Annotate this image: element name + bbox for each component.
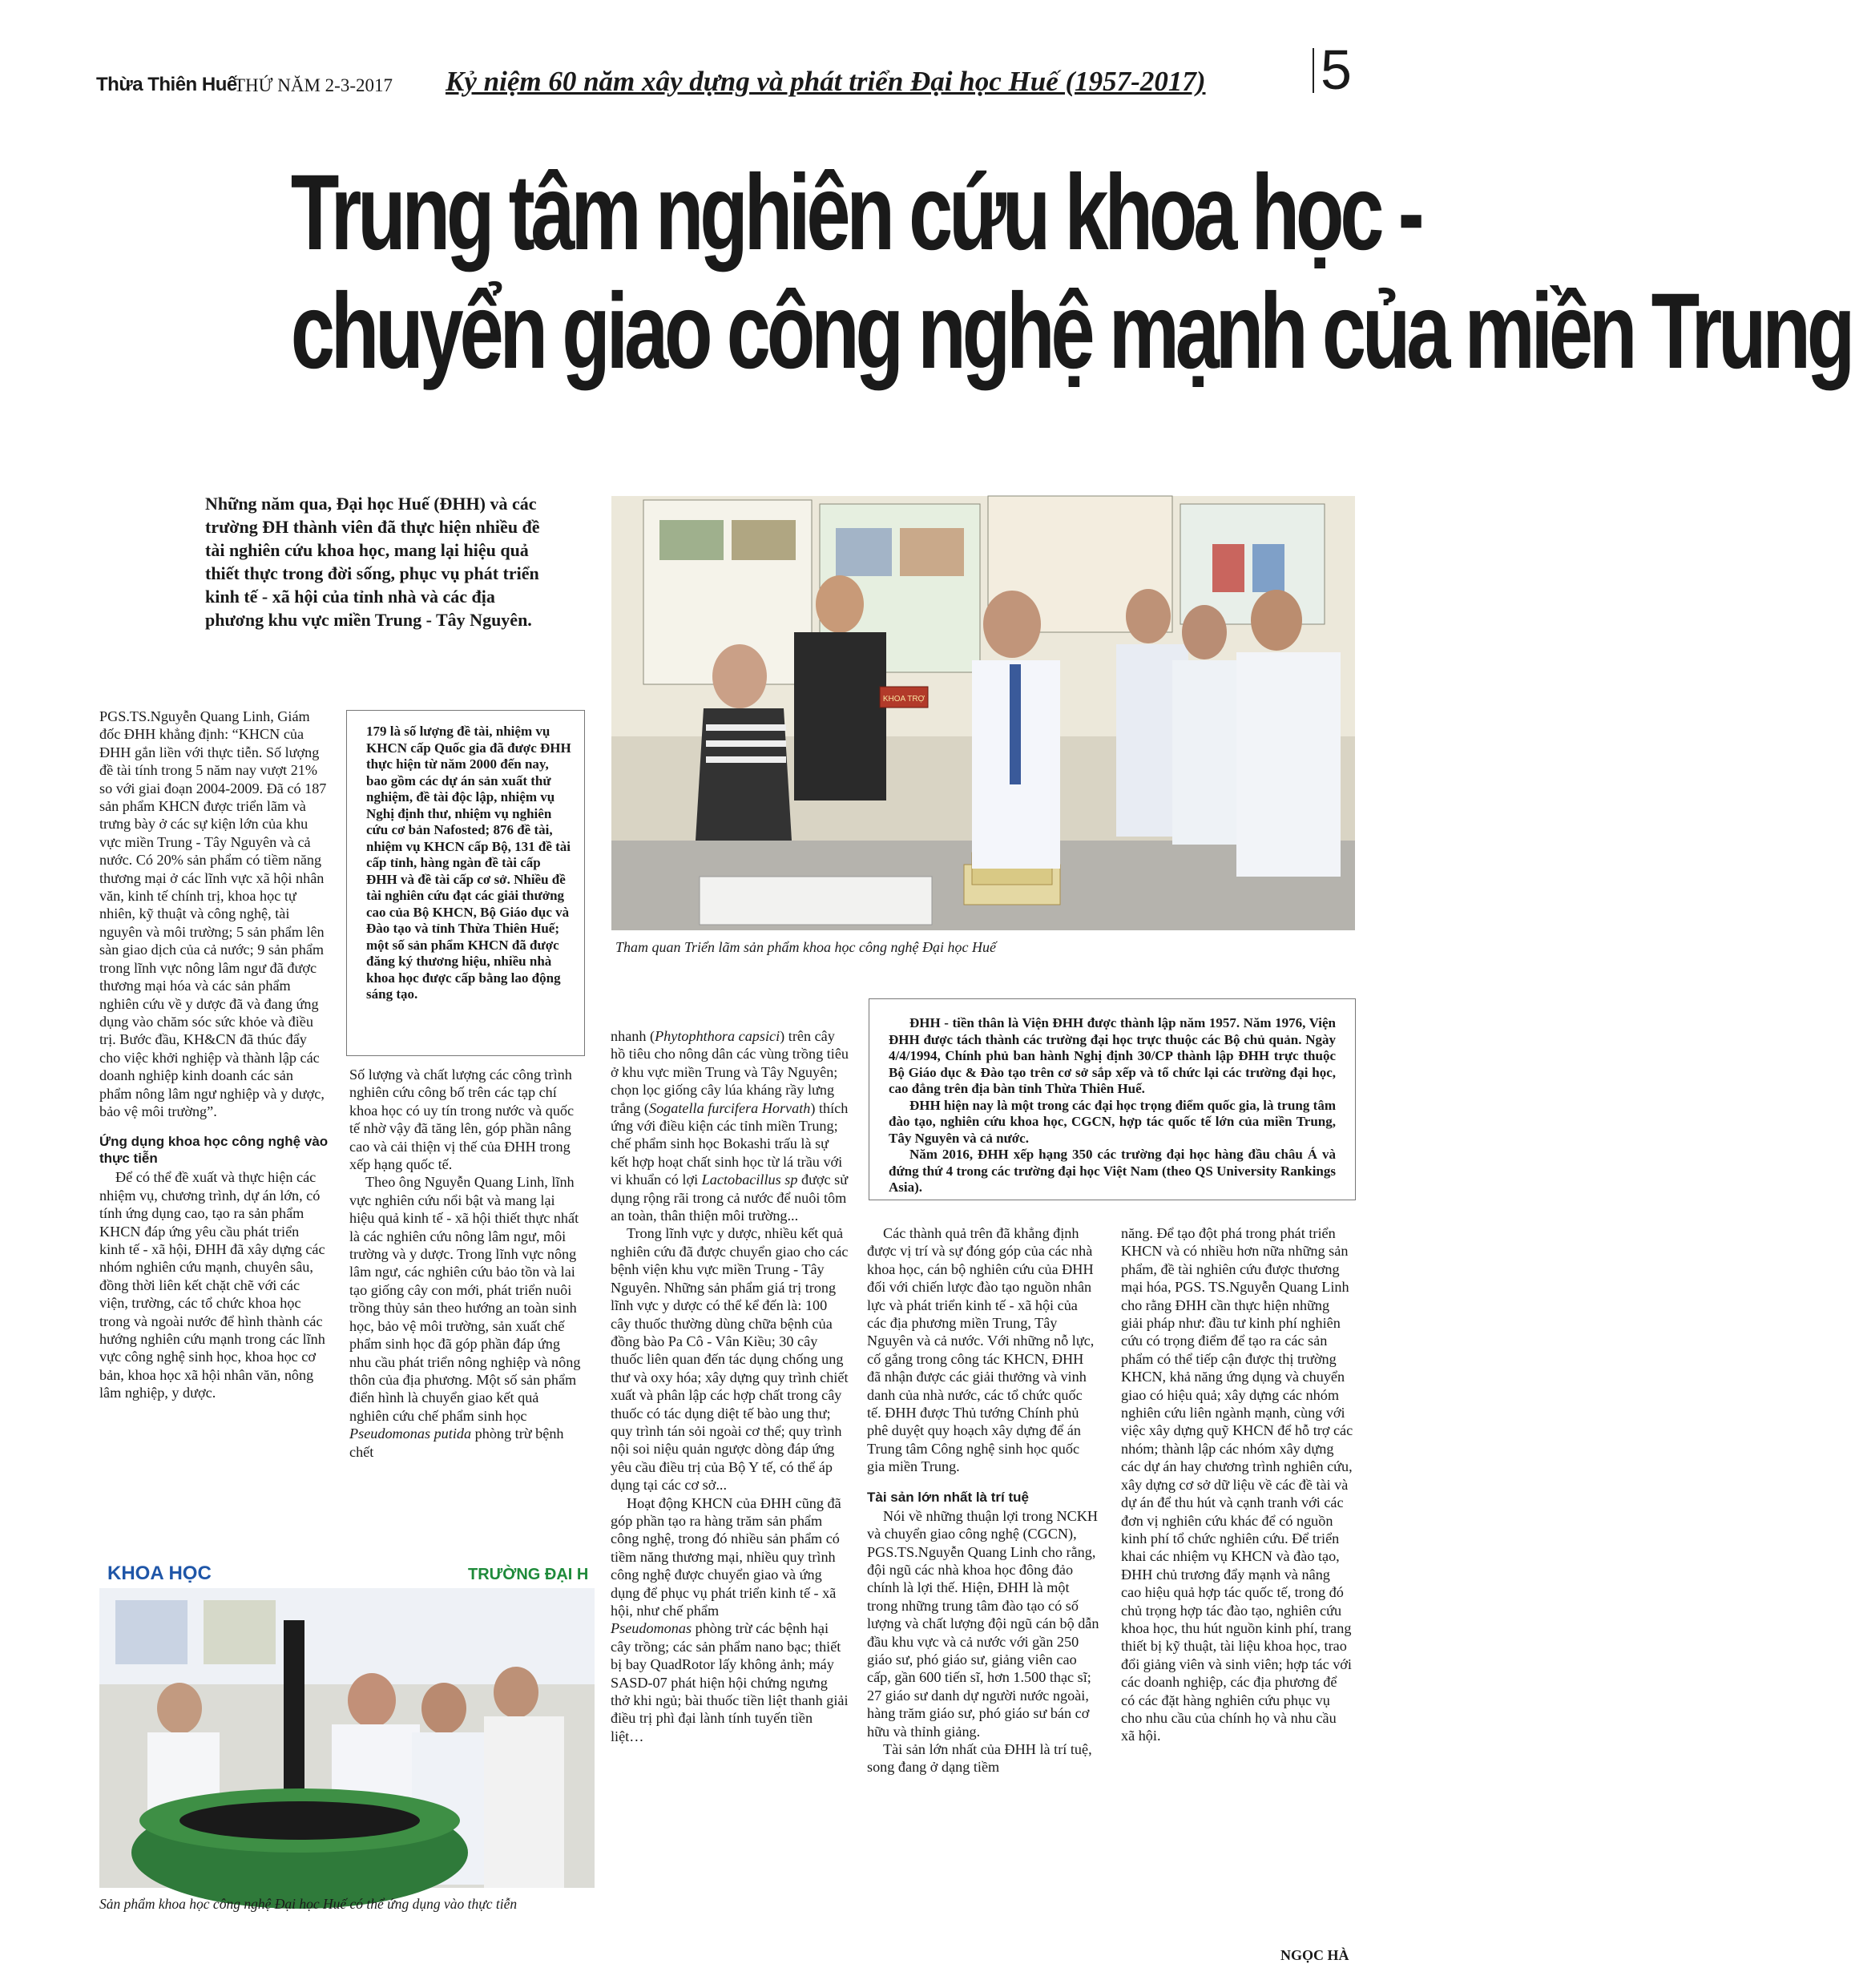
column-2: [349, 1066, 582, 1461]
headline-line-1: Trung tâm nghiên cứu khoa học -: [290, 153, 1421, 272]
col3-p3-a: Hoạt động KHCN của ĐHH cũng đã góp phần tạo ra hàng trăm sản phẩm công nghệ, trong đó nhiều sản phẩm có tiềm năng thương mại, nhiều quy trình công nghệ được chuyển giao và ứng dụng để phục vụ phát triển kinh tế - xã hội, như chế phẩm: [611, 1494, 841, 1619]
col4-paragraph-3: Tài sản lớn nhất của ĐHH là trí tuệ, song đang ở dạng tiềm: [867, 1740, 1092, 1776]
history-box-paragraph-1: ĐHH - tiền thân là Viện ĐHH được thành lập năm 1957. Năm 1976, Viện ĐHH được tách thành các trường đại học trực thuộc các Bộ chủ quản. Ngày 4/4/1994, Chính phủ ban hành Nghị định 30/CP thành lập ĐHH trực thuộc Bộ Giáo dục & Đào tạo trên cơ sở sắp xếp và tổ chức lại các trường đại học, cao đẳng trên địa bàn tỉnh Thừa Thiên Huế.: [889, 1015, 1336, 1096]
col4-paragraph-1: Các thành quả trên đã khẳng định được vị trí và sự đóng góp của các nhà khoa học, cán bộ nghiên cứu của ĐHH đối với chiến lược đào tạo nguồn nhân lực và phát triển kinh tế - xã hội của các địa phương miền Trung, Tây Nguyên và cả nước. Với những nỗ lực, cố gắng trong công tác KHCN, ĐHH đã nhận được các giải thưởng và vinh danh của nhà nước, các tổ chức quốc tế. ĐHH được Thủ tướng Chính phủ phê duyệt quy hoạch xây dựng để án Trung tâm Công nghệ sinh học quốc gia miền Trung.: [867, 1225, 1095, 1475]
column-1: [99, 708, 329, 1402]
col2-paragraph-2: [349, 1173, 582, 1461]
headline-line-2: chuyển giao công nghệ mạnh của miền Trung: [290, 272, 1851, 391]
col4-paragraph-2: Nói về những thuận lợi trong NCKH và chuyển giao công nghệ (CGCN), PGS.TS.Nguyễn Quang Linh cho rằng, đội ngũ các nhà khoa học đông đảo chính là lợi thế. Hiện, ĐHH là một trong những trung tâm đào tạo có số lượng và chất lượng đội ngũ cán bộ dẫn đầu khu vực và cả nước với gần 250 giáo sư, phó giáo sư, giảng viên cao cấp, gần 600 tiến sĩ, hơn 1.500 thạc sĩ; 27 giáo sư danh dự người nước ngoài, hàng trăm giáo sư, phó giáo sư bán cơ hữu và thỉnh giảng.: [867, 1507, 1099, 1740]
package-label: KHOA TRỢ: [882, 695, 926, 704]
banner-truong-dai-hoc: TRƯỜNG ĐẠI H: [468, 1566, 589, 1583]
banner-khoa-hoc: KHOA HỌC: [107, 1563, 212, 1584]
col3-p3-species: Pseudomonas: [611, 1620, 692, 1637]
newspaper-name: Thừa Thiên Huế: [96, 74, 237, 95]
stat-box-text: 179 là số lượng đề tài, nhiệm vụ KHCN cấp Quốc gia đã được ĐHH thực hiện từ năm 2000 đến nay, bao gồm các dự án sản xuất thử nghiệm, đề tài độc lập, nhiệm vụ Nghị định thư, nhiệm vụ nghiên cứu cơ bản Nafosted; 876 đề tài, nhiệm vụ KHCN cấp Bộ, 131 đề tài cấp tỉnh, hàng ngàn đề tài cấp ĐHH và đề tài cấp cơ sở. Nhiều đề tài nghiên cứu đạt các giải thưởng cao của Bộ KHCN, Bộ Giáo dục và Đào tạo và tỉnh Thừa Thiên Huế; một số sản phẩm KHCN đã được đăng ký thương hiệu, nhiều nhà khoa học được cấp bằng lao động sáng tạo.: [366, 724, 571, 1002]
exhibition-photo: [611, 496, 1355, 930]
byline: NGỌC HÀ: [1280, 1947, 1349, 1963]
bottom-photo-caption: Sản phẩm khoa học công nghệ Đại học Huế có thể ứng dụng vào thực tiễn: [99, 1896, 518, 1912]
history-box: [869, 998, 1356, 1200]
headline: [290, 153, 1851, 391]
col3-p1-species-3: Lactobacillus sp: [701, 1171, 798, 1188]
col3-p1-b: ) trên cây hồ tiêu cho nông dân các vùng trồng tiêu ở khu vực miền Trung và Tây Nguyên; chọn lọc giống cây lúa kháng rầy lưng trắng (: [611, 1028, 849, 1116]
column-5: [1121, 1224, 1353, 1745]
exhibition-photo-illustration: [611, 496, 1355, 930]
anniversary-heading: Kỷ niệm 60 năm xây dựng và phát triển Đại học Huế (1957-2017): [446, 66, 1206, 97]
product-photo-illustration: [99, 1556, 595, 1888]
page-number: 5: [1321, 38, 1352, 101]
top-photo-caption: Tham quan Triển lãm sản phẩm khoa học công nghệ Đại học Huế: [615, 939, 996, 955]
product-photo: [99, 1556, 595, 1888]
col3-paragraph-3: [611, 1494, 849, 1746]
col3-p1-a: nhanh (: [611, 1028, 655, 1044]
page-number-divider: [1313, 48, 1314, 93]
col1-paragraph-1: PGS.TS.Nguyễn Quang Linh, Giám đốc ĐHH khẳng định: “KHCN của ĐHH gắn liền với thực tiễn. Số lượng đề tài tính trong 5 năm nay vượt 21% so với giai đoạn 2004-2009. Đã có 187 sản phẩm KHCN được triển lãm và trưng bày ở các sự kiện lớn của khu vực miền Trung - Tây Nguyên và cả nước. Có 20% sản phẩm có tiềm năng thương mại ở các lĩnh vực xã hội nhân văn, kinh tế chính trị, khoa học tự nhiên, kỹ thuật và công nghệ, tài nguyên và môi trường; 5 sản phẩm lên sàn giao dịch của cả nước; 9 sản phẩm trong lĩnh vực nông lâm ngư đã được thương mại hóa và các sản phẩm nghiên cứu về y dược đã và đang ứng dụng vào chăm sóc sức khỏe và điều trị. Bước đầu, KH&CN đã thúc đẩy cho việc khởi nghiệp và thành lập các doanh nghiệp kinh doanh các sản phẩm nông lâm ngư nghiệp và y dược, bảo vệ môi trường”.: [99, 708, 327, 1119]
col5-paragraph-1: năng. Để tạo đột phá trong phát triển KHCN và có nhiều hơn nữa những sản phẩm, đề tài nghiên cứu được thương mại hóa, PGS. TS.Nguyễn Quang Linh cho rằng ĐHH cần thực hiện những giải pháp như: đầu tư kinh phí nghiên cứu có trọng điểm để tạo ra các sản phẩm có thể tiếp cận được thị trường KHCN, khả năng ứng dụng và chuyển giao có hiệu quả; xây dựng các nhóm nghiên cứu liên ngành mạnh, cùng với việc xây dựng quỹ KHCN để hỗ trợ các nhóm; thành lập các nhóm xây dựng các dự án hay chương trình nghiên cứu, xây dựng cơ sở dữ liệu về các đề tài và dự án để thu hút và cạnh tranh với các đơn vị nghiên cứu khác để có nguồn kinh phí tổ chức nghiên cứu. Để triển khai các nhiệm vụ KHCN và đào tạo, ĐHH chủ trương đẩy mạnh và nâng cao hiệu quả hợp tác quốc tế, trong đó chủ trọng hợp tác đào tạo, nghiên cứu khoa học, thu hút nguồn kinh phí, trang thiết bị kỹ thuật, tài liệu khoa học, trao đổi giảng viên và sinh viên; hợp tác với các doanh nghiệp, các địa phương để có các đặt hàng nghiên cứu phục vụ cho nhu cầu của chính họ và nhu cầu xã hội.: [1121, 1225, 1353, 1744]
subhead-applications: Ứng dụng khoa học công nghệ vào thực tiễn: [99, 1134, 329, 1167]
col3-p1-species-1: Phytophthora capsici: [655, 1028, 780, 1044]
column-3: [611, 1027, 849, 1745]
col2-p2-text: Theo ông Nguyễn Quang Linh, lĩnh vực nghiên cứu nổi bật và mang lại hiệu quả kinh tế - xã hội thiết thực nhất là các nghiên cứu nông lâm ngư, môi trường và y dược. Trong lĩnh vực nông lâm ngư, các nghiên cứu bảo tồn và lai tạo giống cây con mới, phát triển nuôi trồng thủy sản theo hướng an toàn sinh học, bảo vệ môi trường, sản xuất chế phẩm sinh học đã góp phần đáp ứng nhu cầu phát triển nông nghiệp và nông thôn của địa phương. Một số sản phẩm điển hình là chuyển giao kết quả nghiên cứu chế phẩm sinh học: [349, 1174, 581, 1424]
lead-paragraph: Những năm qua, Đại học Huế (ĐHH) và các trường ĐH thành viên đã thực hiện nhiều đề tài nghiên cứu khoa học, mang lại hiệu quả thiết thực trong đời sống, phục vụ phát triển kinh tế - xã hội của tỉnh nhà và các địa phương khu vực miền Trung - Tây Nguyên.: [205, 494, 540, 630]
history-box-paragraph-2: ĐHH hiện nay là một trong các đại học trọng điểm quốc gia, là trung tâm đào tạo, nghiên cứu khoa học, CGCN, hợp tác quốc tế lớn của miền Trung, Tây Nguyên và cả nước.: [889, 1097, 1336, 1146]
col3-paragraph-1: [611, 1027, 849, 1224]
col2-p2-end: phòng trừ bệnh chết: [349, 1425, 564, 1460]
stat-box: [346, 710, 585, 1056]
issue-date: THỨ NĂM 2-3-2017: [234, 75, 393, 95]
subhead-intellect: Tài sản lớn nhất là trí tuệ: [867, 1489, 1029, 1505]
col3-p3-b: phòng trừ các bệnh hại cây trồng; các sản phẩm nano bạc; thiết bị bay QuadRotor lấy không ảnh; máy SASD-07 phát hiện hội chứng ngưng thở khi ngủ; bài thuốc tiền liệt thanh giải điều trị phì đại lành tính tuyến tiền liệt…: [611, 1620, 849, 1744]
col2-paragraph-1: Số lượng và chất lượng các công trình nghiên cứu công bố trên các tạp chí khoa học có uy tín trong nước và quốc tế nhờ vậy đã tăng lên, góp phần nâng cao và cải thiện vị thế của ĐHH trong xếp hạng quốc tế.: [349, 1067, 575, 1173]
col3-p1-c: ) thích ứng với điều kiện các tỉnh miền Trung; chế phẩm sinh học Bokashi trấu là sự kết hợp hoạt chất sinh học từ lá trầu với vi khuẩn có lợi: [611, 1099, 849, 1188]
col2-p2-species: Pseudomonas putida: [349, 1425, 472, 1442]
column-4: [867, 1224, 1099, 1776]
col3-paragraph-2: Trong lĩnh vực y dược, nhiều kết quả nghiên cứu đã được chuyển giao cho các bệnh viện khu vực miền Trung - Tây Nguyên. Những sản phẩm giá trị trong lĩnh vực y dược có thể kể đến là: 100 cây thuốc thường dùng chữa bệnh của đồng bào Pa Cô - Vân Kiều; 30 cây thuốc liên quan đến tác dụng chống ung thư và oxy hóa; xây dựng quy trình chiết xuất và phân lập các hợp chất trong cây thuốc có tác dụng diệt tế bào ung thư; quy trình tán sỏi ngoài cơ thể; quy trình nội soi niệu quản ngược dòng đáp ứng yêu cầu điều trị của Bộ Y tế, có thể áp dụng tại các cơ sở...: [611, 1225, 849, 1494]
col3-p1-d: được sử dụng rộng rãi trong cả nước để nuôi tôm an toàn, thân thiện môi trường...: [611, 1171, 849, 1224]
col1-paragraph-2: Để có thể đề xuất và thực hiện các nhiệm vụ, chương trình, dự án lớn, có tính ứng dụng cao, tạo ra sản phẩm KHCN đáp ứng yêu cầu phát triển kinh tế - xã hội, ĐHH đã xây dựng các nhóm nghiên cứu mạnh, chuyên sâu, đồng thời liên kết chặt chẽ với các viện, trường, các tổ chức khoa học trong và ngoài nước để hình thành các hướng nghiên cứu mạnh trong các lĩnh vực công nghệ sinh học, khoa học cơ bản, khoa học xã hội nhân văn, nông lâm nghiệp, y dược.: [99, 1169, 325, 1401]
col3-p1-species-2: Sogatella furcifera Horvath: [648, 1099, 811, 1116]
history-box-paragraph-3: Năm 2016, ĐHH xếp hạng 350 các trường đại học hàng đầu châu Á và đứng thứ 4 trong các trường đại học Việt Nam (theo QS University Rankings Asia).: [889, 1147, 1336, 1195]
